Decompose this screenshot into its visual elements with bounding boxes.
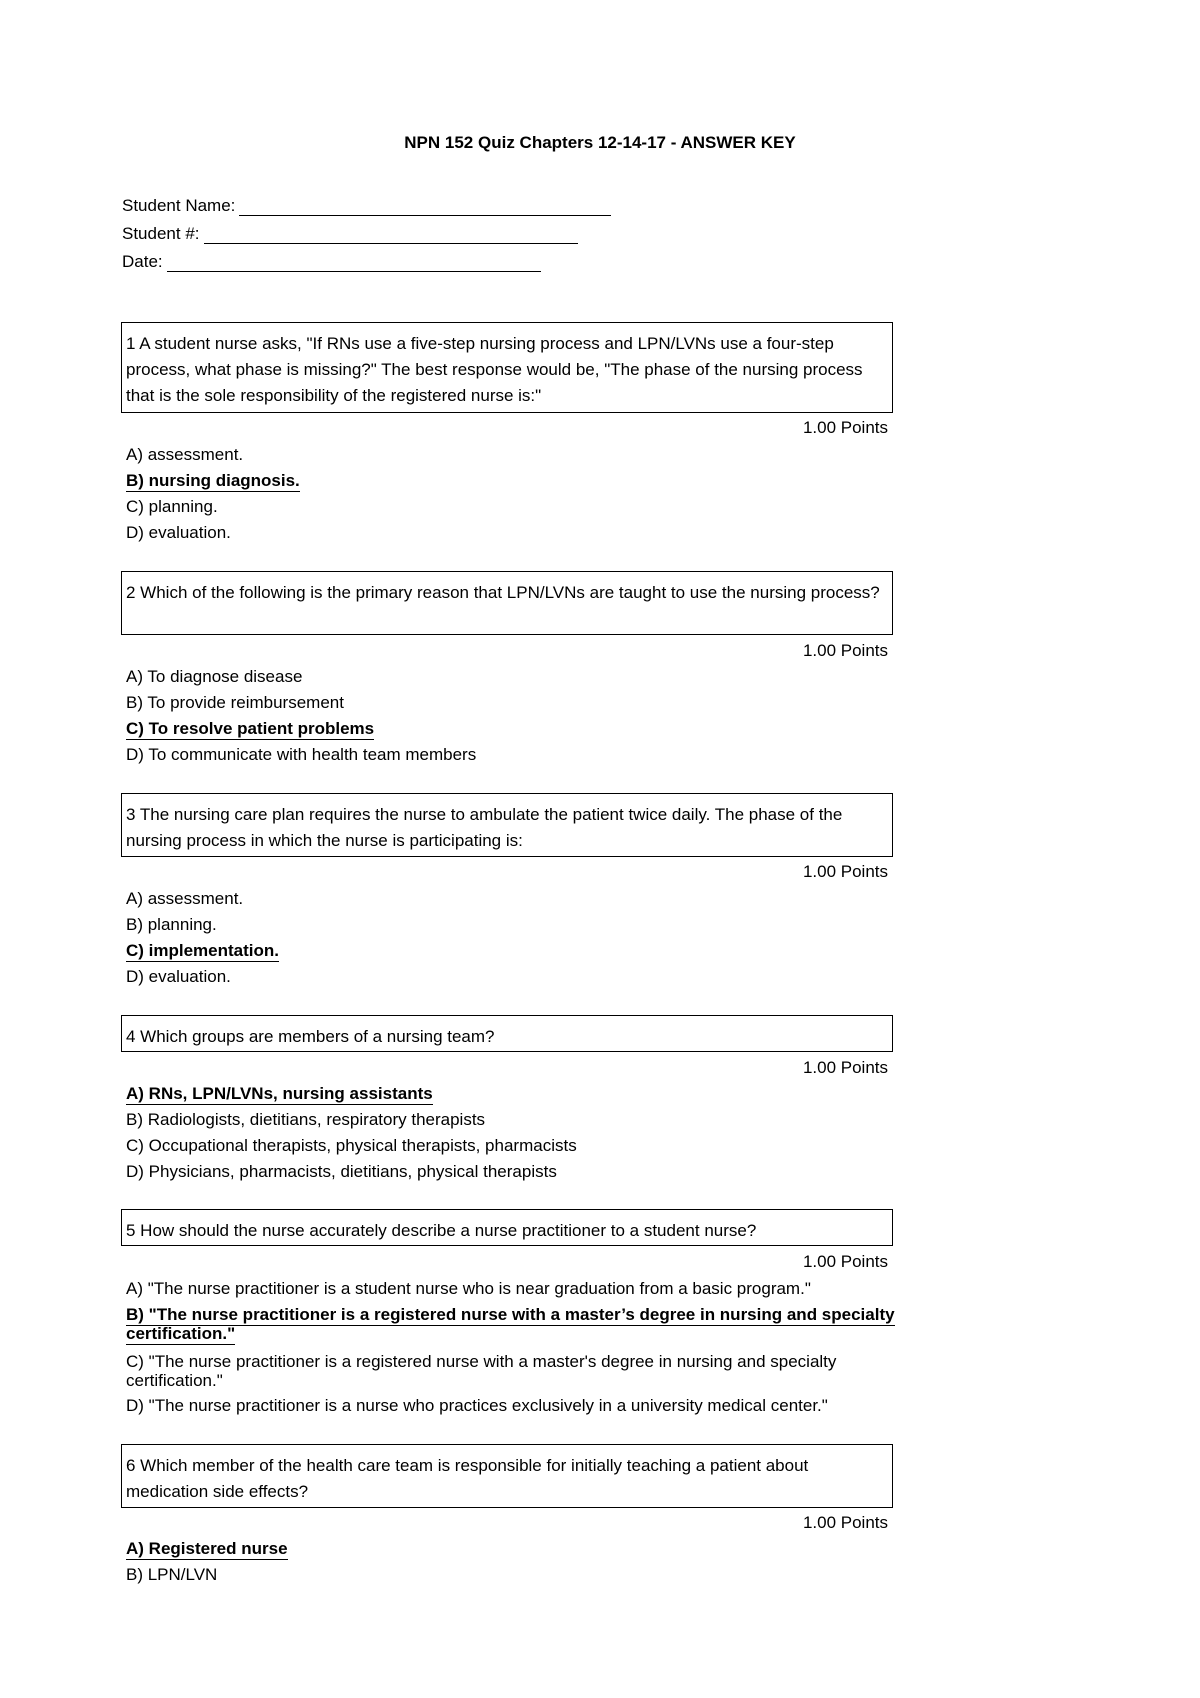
question-box: 4 Which groups are members of a nursing team?	[121, 1015, 893, 1052]
date-label: Date:	[122, 252, 163, 271]
correct-answer-option: A) Registered nurse	[126, 1539, 288, 1558]
answer-option: D) evaluation.	[126, 967, 231, 986]
date-blank	[167, 254, 541, 272]
question-box: 2 Which of the following is the primary reason that LPN/LVNs are taught to use the nursing process?	[121, 571, 893, 635]
correct-answer-option: B) "The nurse practitioner is a registered nurse with a master’s degree in nursing and specialty certification."	[126, 1305, 895, 1343]
date-field	[122, 252, 541, 272]
answer-option: A) To diagnose disease	[126, 667, 303, 686]
answer-option: B) planning.	[126, 915, 217, 934]
student-name-label: Student Name:	[122, 196, 236, 215]
question-points: 1.00 Points	[802, 641, 888, 660]
answer-option: B) To provide reimbursement	[126, 693, 344, 712]
student-number-label: Student #:	[122, 224, 200, 243]
answer-option: D) "The nurse practitioner is a nurse who practices exclusively in a university medical center."	[126, 1396, 828, 1415]
correct-answer-option: C) implementation.	[126, 941, 280, 960]
answer-option: A) assessment.	[126, 889, 244, 908]
correct-answer-option: C) To resolve patient problems	[126, 719, 375, 738]
question-points: 1.00 Points	[802, 1513, 888, 1532]
question-box: 3 The nursing care plan requires the nurse to ambulate the patient twice daily. The phase of the nursing process in which the nurse is participating is:	[121, 793, 893, 857]
student-name-field	[122, 196, 611, 216]
student-name-blank	[239, 198, 611, 216]
answer-option: C) planning.	[126, 497, 218, 516]
answer-option: C) "The nurse practitioner is a registered nurse with a master's degree in nursing and specialty certification."	[126, 1352, 837, 1390]
question-points: 1.00 Points	[802, 1252, 888, 1271]
answer-option: A) assessment.	[126, 445, 244, 464]
page-title: NPN 152 Quiz Chapters 12-14-17 - ANSWER KEY	[404, 133, 796, 152]
answer-option: B) LPN/LVN	[126, 1565, 218, 1584]
answer-option: D) To communicate with health team members	[126, 745, 477, 764]
question-box: 5 How should the nurse accurately describe a nurse practitioner to a student nurse?	[121, 1209, 893, 1246]
question-box: 1 A student nurse asks, "If RNs use a five-step nursing process and LPN/LVNs use a four-step process, what phase is missing?" The best response would be, "The phase of the nursing process that is the sole responsibility of the registered nurse is:"	[121, 322, 893, 413]
answer-option: D) evaluation.	[126, 523, 231, 542]
student-number-blank	[204, 226, 578, 244]
correct-answer-option: A) RNs, LPN/LVNs, nursing assistants	[126, 1084, 433, 1103]
correct-answer-option: B) nursing diagnosis.	[126, 471, 300, 490]
answer-option: A) "The nurse practitioner is a student nurse who is near graduation from a basic program."	[126, 1279, 811, 1298]
question-box: 6 Which member of the health care team is responsible for initially teaching a patient about medication side effects?	[121, 1444, 893, 1508]
answer-option: B) Radiologists, dietitians, respiratory therapists	[126, 1110, 486, 1129]
answer-option: C) Occupational therapists, physical therapists, pharmacists	[126, 1136, 577, 1155]
question-points: 1.00 Points	[802, 1058, 888, 1077]
question-points: 1.00 Points	[802, 862, 888, 881]
answer-option: D) Physicians, pharmacists, dietitians, physical therapists	[126, 1162, 557, 1181]
student-number-field	[122, 224, 578, 244]
question-points: 1.00 Points	[802, 418, 888, 437]
